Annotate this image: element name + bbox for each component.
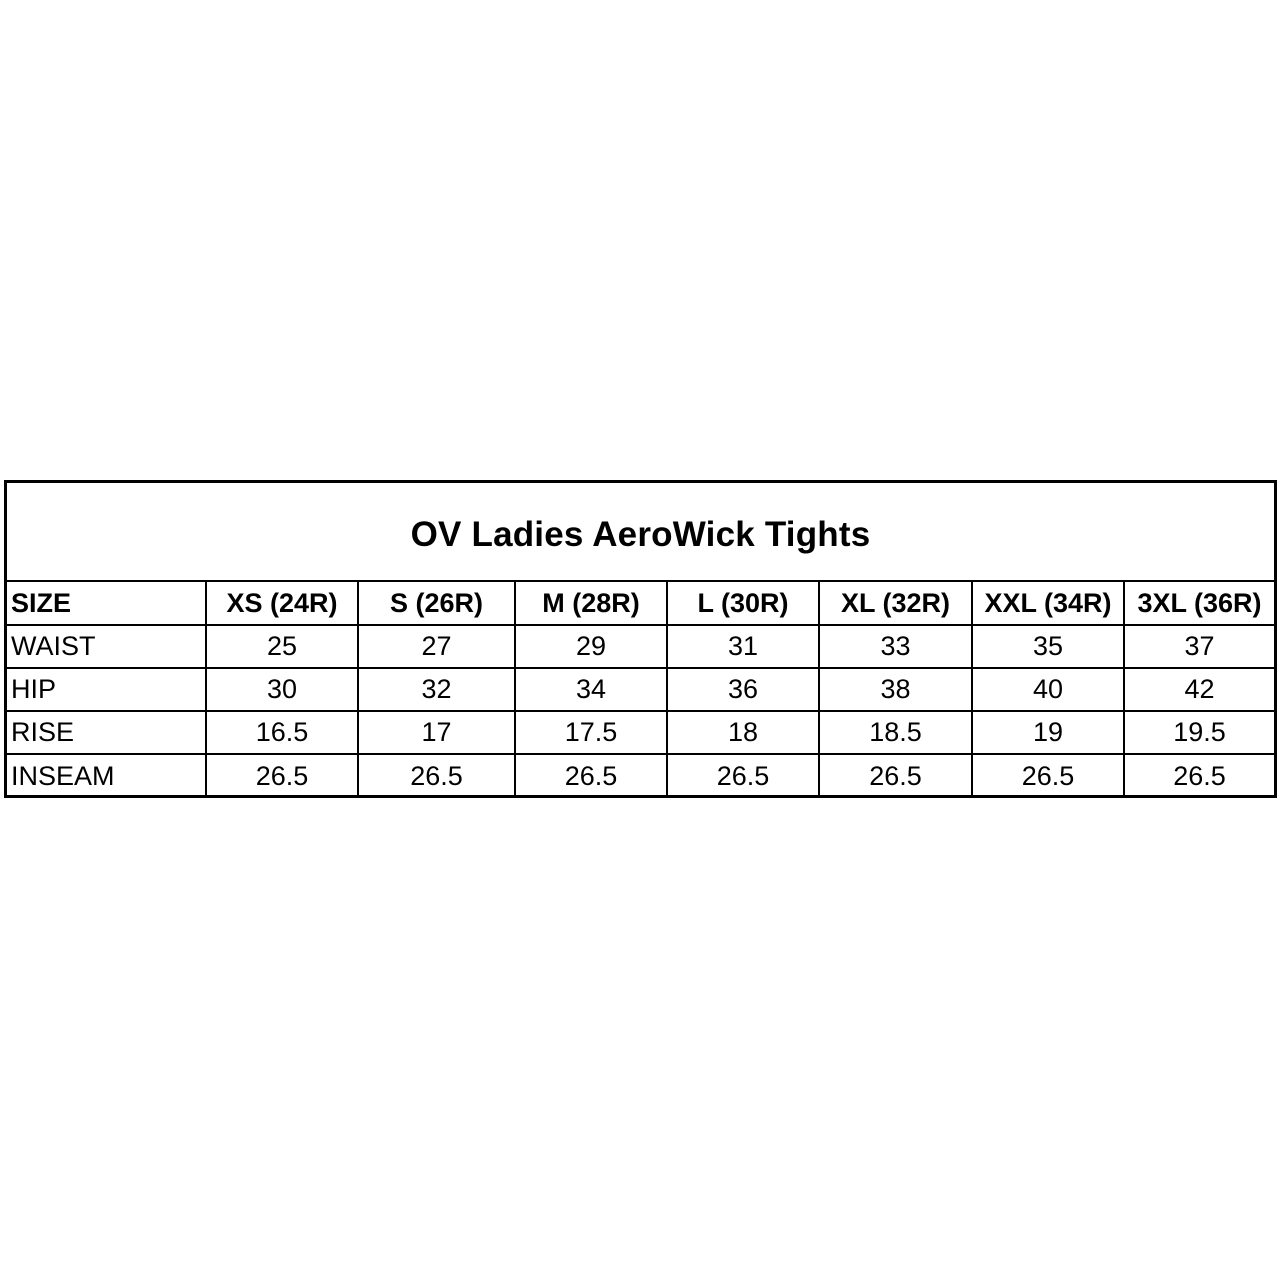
row-label: INSEAM xyxy=(7,754,206,797)
table-cell: 42 xyxy=(1124,668,1274,711)
row-label: WAIST xyxy=(7,625,206,668)
table-cell: 25 xyxy=(206,625,358,668)
table-cell: 29 xyxy=(515,625,667,668)
table-cell: 33 xyxy=(819,625,972,668)
table-cell: 18.5 xyxy=(819,711,972,754)
table-cell: 17 xyxy=(358,711,515,754)
header-cell-xs: XS (24R) xyxy=(206,582,358,625)
header-cell-3xl: 3XL (36R) xyxy=(1124,582,1274,625)
header-cell-xl: XL (32R) xyxy=(819,582,972,625)
table-cell: 26.5 xyxy=(1124,754,1274,797)
size-table xyxy=(7,582,1274,797)
chart-title: OV Ladies AeroWick Tights xyxy=(410,514,871,554)
header-cell-xxl: XXL (34R) xyxy=(972,582,1124,625)
table-cell: 26.5 xyxy=(972,754,1124,797)
header-cell-l: L (30R) xyxy=(667,582,819,625)
table-cell: 19 xyxy=(972,711,1124,754)
table-cell: 35 xyxy=(972,625,1124,668)
header-cell-size: SIZE xyxy=(7,582,206,625)
table-cell: 26.5 xyxy=(515,754,667,797)
table-cell: 34 xyxy=(515,668,667,711)
table-row-hip xyxy=(7,668,1274,711)
table-row-waist xyxy=(7,625,1274,668)
table-cell: 18 xyxy=(667,711,819,754)
table-cell: 27 xyxy=(358,625,515,668)
table-cell: 26.5 xyxy=(667,754,819,797)
table-row-rise xyxy=(7,711,1274,754)
table-cell: 17.5 xyxy=(515,711,667,754)
header-row xyxy=(7,582,1274,625)
table-cell: 31 xyxy=(667,625,819,668)
header-cell-s: S (26R) xyxy=(358,582,515,625)
table-cell: 26.5 xyxy=(206,754,358,797)
row-label: HIP xyxy=(7,668,206,711)
table-cell: 40 xyxy=(972,668,1124,711)
table-cell: 32 xyxy=(358,668,515,711)
size-chart xyxy=(4,480,1277,798)
table-cell: 37 xyxy=(1124,625,1274,668)
table-row-inseam xyxy=(7,754,1274,797)
table-cell: 16.5 xyxy=(206,711,358,754)
table-cell: 30 xyxy=(206,668,358,711)
table-cell: 36 xyxy=(667,668,819,711)
table-cell: 19.5 xyxy=(1124,711,1274,754)
title-row xyxy=(7,483,1274,582)
table-cell: 38 xyxy=(819,668,972,711)
table-cell: 26.5 xyxy=(819,754,972,797)
row-label: RISE xyxy=(7,711,206,754)
table-cell: 26.5 xyxy=(358,754,515,797)
header-cell-m: M (28R) xyxy=(515,582,667,625)
